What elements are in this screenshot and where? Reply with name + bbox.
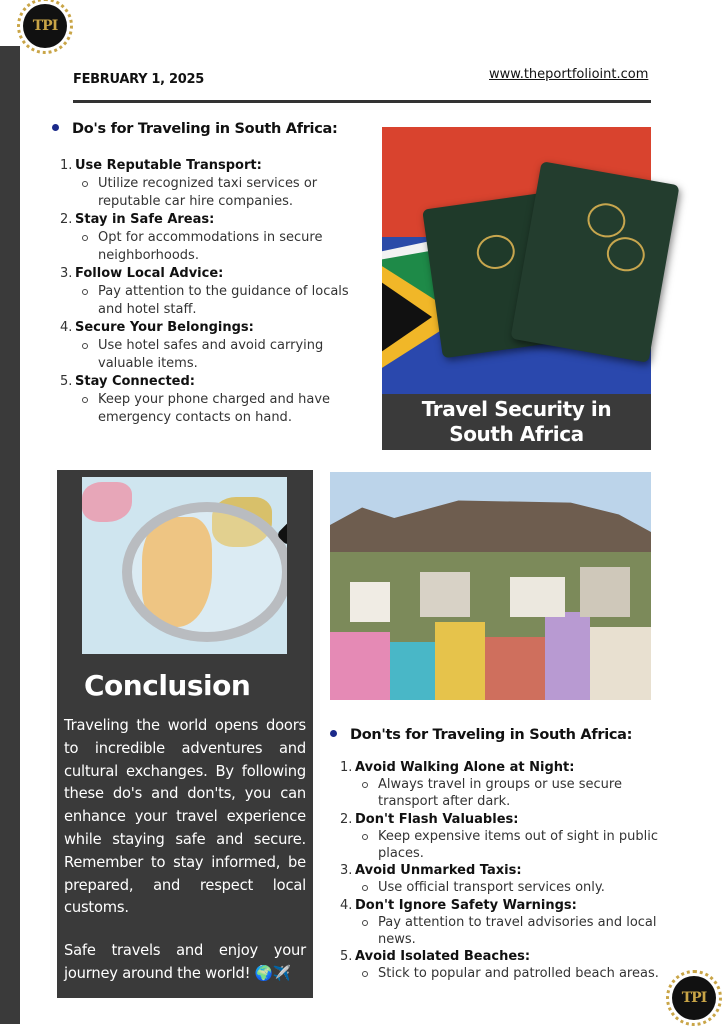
bullet-dot-icon bbox=[52, 124, 59, 131]
item-detail: Stick to popular and patrolled beach areas. bbox=[355, 965, 670, 982]
item-heading: Stay Connected: bbox=[75, 374, 195, 389]
list-item bbox=[60, 211, 360, 265]
list-item bbox=[60, 319, 360, 373]
item-number: 2. bbox=[340, 811, 353, 827]
item-detail: Keep your phone charged and have emergency contacts on hand. bbox=[75, 391, 360, 427]
list-item bbox=[340, 759, 670, 811]
item-heading: Don't Ignore Safety Warnings: bbox=[355, 897, 577, 913]
logo-text: TPI bbox=[32, 18, 58, 34]
list-item bbox=[60, 265, 360, 319]
item-number: 1. bbox=[340, 760, 353, 775]
item-heading: Stay in Safe Areas: bbox=[75, 212, 215, 227]
publish-date: FEBRUARY 1, 2025 bbox=[73, 72, 205, 87]
item-number: 4. bbox=[340, 897, 353, 913]
item-number: 5. bbox=[60, 374, 73, 389]
list-item bbox=[340, 897, 670, 949]
feature-caption: Travel Security in South Africa bbox=[421, 397, 612, 446]
map-magnifier-photo bbox=[82, 477, 287, 654]
item-heading: Use Reputable Transport: bbox=[75, 158, 262, 173]
conclusion-title: Conclusion bbox=[84, 669, 251, 702]
list-item bbox=[340, 948, 670, 982]
donts-list bbox=[340, 759, 670, 983]
website-link[interactable]: www.theportfolioint.com bbox=[489, 67, 649, 82]
item-number: 4. bbox=[60, 320, 73, 335]
logo-text: TPI bbox=[681, 990, 707, 1006]
bullet-dot-icon bbox=[330, 730, 337, 737]
item-detail: Always travel in groups or use secure transport after dark. bbox=[355, 776, 670, 810]
item-detail: Use hotel safes and avoid carrying valuable items. bbox=[75, 337, 360, 373]
item-number: 3. bbox=[60, 266, 73, 281]
item-detail: Use official transport services only. bbox=[355, 879, 670, 896]
feature-caption-box bbox=[382, 394, 651, 450]
list-item bbox=[340, 862, 670, 896]
dos-section-title: Do's for Traveling in South Africa: bbox=[52, 121, 338, 137]
header-divider bbox=[73, 100, 651, 103]
item-heading: Avoid Walking Alone at Night: bbox=[355, 760, 575, 775]
conclusion-signoff: Safe travels and enjoy your journey around the world! 🌍✈️ bbox=[64, 942, 306, 982]
conclusion-body: Traveling the world opens doors to incredible adventures and cultural exchanges. By following these do's and don'ts, you can enhance your travel experience while staying safe and secure. Remember to stay informed, be prepared, and respect local customs. bbox=[64, 717, 306, 917]
item-number: 5. bbox=[340, 949, 353, 965]
cape-town-city-photo bbox=[330, 472, 651, 700]
list-item bbox=[60, 373, 360, 427]
item-detail: Utilize recognized taxi services or reputable car hire companies. bbox=[75, 175, 360, 211]
item-heading: Don't Flash Valuables: bbox=[355, 811, 519, 827]
item-detail: Pay attention to travel advisories and local news. bbox=[355, 914, 670, 948]
passport-image bbox=[510, 161, 679, 363]
item-detail: Pay attention to the guidance of locals and hotel staff. bbox=[75, 283, 360, 319]
list-item bbox=[60, 157, 360, 211]
item-detail: Keep expensive items out of sight in public places. bbox=[355, 828, 670, 862]
item-heading: Avoid Isolated Beaches: bbox=[355, 949, 531, 965]
item-number: 1. bbox=[60, 158, 73, 173]
list-item bbox=[340, 811, 670, 863]
tpi-logo-bottom bbox=[672, 976, 716, 1020]
item-number: 2. bbox=[60, 212, 73, 227]
left-side-bar bbox=[0, 46, 20, 1024]
item-number: 3. bbox=[340, 863, 353, 879]
item-detail: Opt for accommodations in secure neighborhoods. bbox=[75, 229, 360, 265]
item-heading: Avoid Unmarked Taxis: bbox=[355, 863, 522, 879]
donts-section-title: Don'ts for Traveling in South Africa: bbox=[330, 727, 632, 743]
item-heading: Follow Local Advice: bbox=[75, 266, 224, 281]
dos-list bbox=[60, 157, 360, 427]
item-heading: Secure Your Belongings: bbox=[75, 320, 254, 335]
tpi-logo-top bbox=[23, 4, 67, 48]
